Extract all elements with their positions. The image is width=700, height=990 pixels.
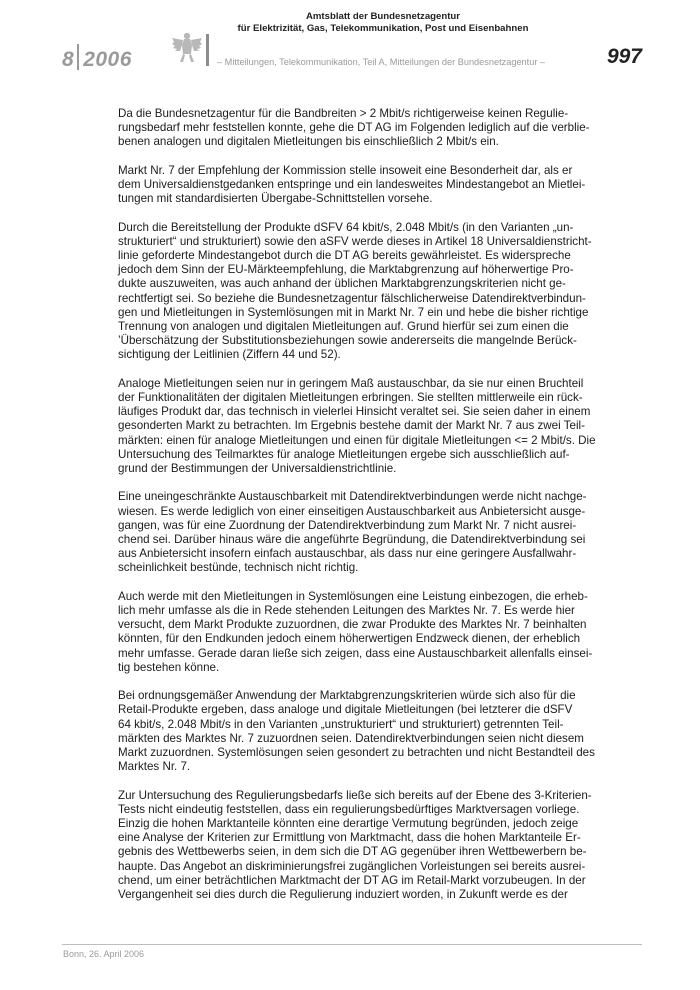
paragraph: Eine uneingeschränkte Austauschbarkeit mit Datendirektverbindungen werde nicht nachge- wiesen. Es werde lediglich von einer einseitigen Austauschbarkeit aus Anbietersicht ausge- gangen, was für eine Zuordnung der Datendirektverbindung zum Markt Nr. 7 nicht ausrei- chend sei. Darüber hinaus wäre die angeführte Begründung, die Datendirektverbindung sei aus Anbietersicht insofern einfach austauschbar, als dass nur eine geringere Ausfallwahr- scheinlichkeit bestünde, technisch nicht richtig.: [118, 490, 587, 575]
federal-eagle-icon: [171, 30, 203, 66]
footer-place-date: Bonn, 26. April 2006: [63, 949, 145, 959]
paragraph: Analoge Mietleitungen seien nur in geringem Maß austauschbar, da sie nur einen Bruchteil der Funktionalitäten der digitalen Mietleitungen erbringen. Sie stellten mittlerweile ein rück- läufiges Produkt dar, das technisch in vielerlei Hinsicht veraltet sei. Sie seien daher in einem gesonderten Markt zu betrachten. Im Ergebnis bestehe damit der Markt Nr. 7 aus zwei Teil- märkten: einen für analoge Mietleitungen und einen für digitale Mietleitungen <= 2 Mbit/s. Die Untersuchung des Teilmarktes für analoge Mietleitungen ergebe sich ausschließlich auf- grund der Bestimmungen der Universaldienstrichtlinie.: [118, 376, 596, 476]
header-divider: [206, 34, 209, 66]
footer-divider: [62, 944, 642, 945]
body-text: [118, 107, 653, 916]
journal-subtitle: – Mitteilungen, Telekommunikation, Teil A, Mitteilungen der Bundesnetzagentur –: [217, 57, 546, 67]
paragraph: Durch die Bereitstellung der Produkte dSFV 64 kbit/s, 2.048 Mbit/s (in den Varianten „un- strukturiert“ und strukturiert) sowie den aSFV werde dieses in Artikel 18 Universaldienstricht- linie geforderte Mindestangebot durch die DT AG bereits gewährleistet. Es widerspreche jedoch dem Sinn der EU-Märkteempfehlung, die Marktabgrenzung auf höherwertige Pro- dukte auszuweiten, was auch anhand der üblichen Marktabgrenzungskriterien nicht ge- rechtfertigt sei. So beziehe die Bundesnetzagentur fälschlicherweise Datendirektverbindun- gen und Mietleitungen in Systemlösungen mit in Markt Nr. 7 ein und hebe die bisher richtige Trennung von analogen und digitalen Mietleitungen auf. Grund hierfür sei zum einen die ’Überschätzung der Substitutionsbeziehungen sowie andererseits die mangelnde Berück- sichtigung der Leitlinien (Ziffern 44 und 52).: [118, 220, 592, 362]
paragraph: Zur Untersuchung des Regulierungsbedarfs ließe sich bereits auf der Ebene des 3-Kriterien- Tests nicht eindeutig feststellen, dass ein regulierungsbedürftiges Marktversagen vorliege. Einzig die hohen Marktanteile könnten eine derartige Vermutung begründen, jedoch zeige eine Analyse der Kriterien zur Ermittlung von Marktmacht, dass die hohen Marktanteile Er- gebnis des Wettbewerbs seien, in dem sich die DT AG gegenüber ihren Wettbewerbern be- haupte. Das Angebot an diskriminierungsfrei zugänglichen Vorleistungen sei bereits ausrei- chend, um einer beträchtlichen Marktmacht der DT AG im Retail-Markt vorzubeugen. In der Vergangenheit sei dies durch die Regulierung induziert worden, in Zukunft werde es der: [118, 788, 592, 902]
paragraph: Da die Bundesnetzagentur für die Bandbreiten > 2 Mbit/s richtigerweise keinen Regulie- rungsbedarf mehr feststellen konnte, gehe die DT AG im Folgenden lediglich auf die verblie- benen analogen und digitalen Mietleitungen bis einschließlich 2 Mbit/s ein.: [118, 107, 590, 149]
paragraph: Bei ordnungsgemäßer Anwendung der Marktabgrenzungskriterien würde sich also für die Retail-Produkte ergeben, dass analoge und digitale Mietleitungen (bei letzterer die dSFV 64 kbit/s, 2.048 Mbit/s in den Varianten „unstrukturiert“ und strukturiert) getrennten Teil- märkten des Marktes Nr. 7 zuzuordnen seien. Datendirektverbindungen seien nicht diesem Markt zuzuordnen. Systemlösungen seien gesondert zu betrachten und nicht Bestandteil des Marktes Nr. 7.: [118, 689, 595, 774]
issue-number: 8: [62, 48, 75, 71]
issue-label: [62, 44, 132, 72]
paragraph: Auch werde mit den Mietleitungen in Systemlösungen eine Leistung einbezogen, die erheb- lich mehr umfasse als die in Rede stehenden Leitungen des Marktes Nr. 7. Es werde hier versucht, dem Markt Produkte zuzuordnen, die zwar Produkte des Marktes Nr. 7 beinhalten könnten, für den Endkunden jedoch einem höherwertigen Endzweck dienen, der erheblich mehr umfasse. Gerade daran ließe sich zeigen, dass eine Austauschbarkeit allenfalls einsei- tig bestehen könne.: [118, 589, 593, 674]
issue-separator: [77, 44, 79, 70]
journal-title-line-1: Amtsblatt der Bundesnetzagentur: [305, 11, 461, 22]
issue-year: 2006: [83, 48, 132, 71]
page-number: 997: [606, 45, 642, 68]
journal-title: [215, 11, 551, 35]
journal-title-line-2: für Elektrizität, Gas, Telekommunikation, Post und Eisenbahnen: [237, 23, 529, 34]
paragraph: Markt Nr. 7 der Empfehlung der Kommission stelle insoweit eine Besonderheit dar, als er dem Universaldienstgedanken entspringe und ein landesweites Mindestangebot an Mietlei- tungen mit standardisierten Übergabe-Schnittstellen vorsehe.: [118, 163, 586, 206]
